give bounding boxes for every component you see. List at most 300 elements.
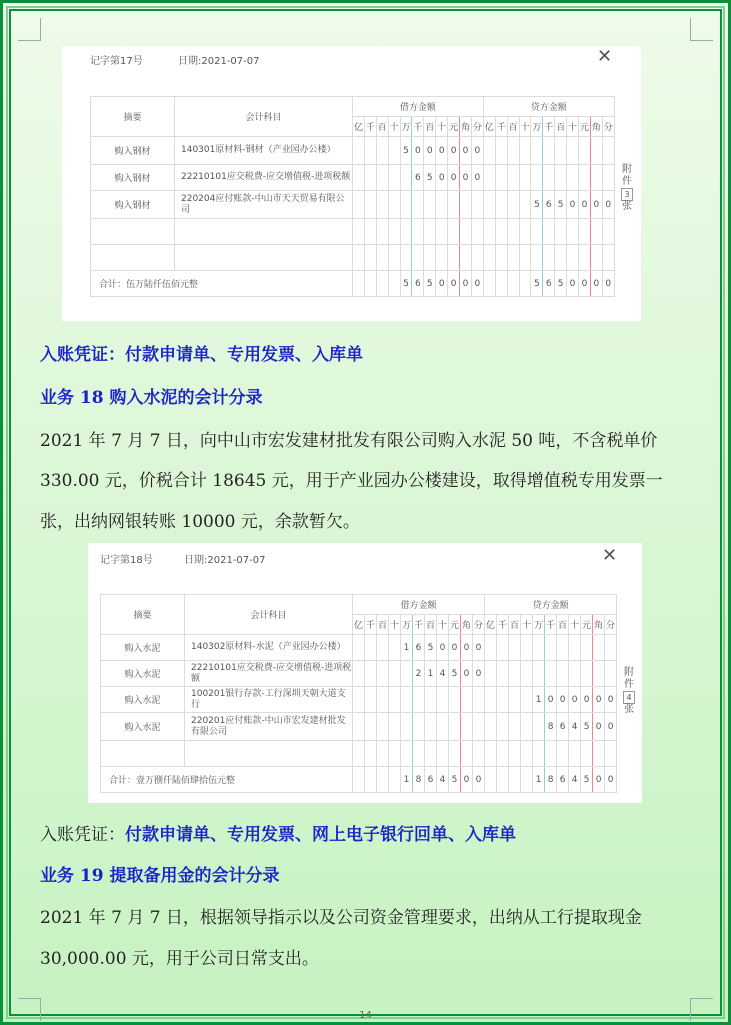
total-debit-digit [364,271,376,297]
table-row[interactable] [91,137,615,165]
debit-digit: 0 [448,137,460,165]
debit-digit [413,713,425,741]
digit-unit-header: 千 [412,117,424,137]
digit-unit-header: 百 [424,117,436,137]
digit-unit-header: 分 [605,615,617,635]
debit-digit [460,245,472,271]
credit-digit [593,741,605,767]
table-row[interactable] [91,245,615,271]
total-credit-digit [495,271,507,297]
credit-digit [602,165,614,191]
digit-unit-header: 万 [531,117,543,137]
debit-digit [388,191,400,219]
debit-digit [448,191,460,219]
digit-unit-header: 千 [365,615,377,635]
debit-digit [401,687,413,713]
credit-digit [605,741,617,767]
credit-digit [521,713,533,741]
credit-digit [485,713,497,741]
digit-unit-header: 千 [497,615,509,635]
digit-unit-header: 亿 [483,117,495,137]
debit-digit [425,741,437,767]
table-row[interactable] [91,191,615,219]
total-credit-digit: 8 [545,767,557,793]
credit-digit [569,635,581,661]
debit-digit [448,245,460,271]
row-account: 100201银行存款-工行深圳天朝大道支行 [185,687,353,713]
total-debit-digit: 6 [412,271,424,297]
voucher-date: 日期:2021-07-07 [184,555,266,566]
debit-digit [436,245,448,271]
debit-digit: 0 [436,137,448,165]
col-debit-header: 借方金额 [353,595,485,615]
total-debit-digit: 4 [437,767,449,793]
credit-digit [605,635,617,661]
debit-digit [449,687,461,713]
row-account: 220204应付账款-中山市天天贸易有限公司 [175,191,353,219]
credit-digit [533,741,545,767]
debit-digit [353,741,365,767]
debit-digit [448,219,460,245]
debit-digit: 0 [436,165,448,191]
debit-digit [424,245,436,271]
credit-digit [497,713,509,741]
debit-digit [437,687,449,713]
total-row [101,767,617,793]
credit-digit: 0 [593,687,605,713]
digit-unit-header: 千 [543,117,555,137]
debit-digit: 0 [471,137,483,165]
voucher-number: 记字第18号 [100,555,153,566]
credit-digit [519,165,531,191]
total-credit-digit: 6 [557,767,569,793]
debit-digit [353,191,365,219]
debit-digit [353,713,365,741]
debit-digit [365,635,377,661]
total-credit-digit: 4 [569,767,581,793]
credit-digit: 0 [545,687,557,713]
debit-digit [377,661,389,687]
debit-digit: 4 [437,661,449,687]
col-account-header: 会计科目 [185,595,353,635]
digit-unit-header: 元 [581,615,593,635]
debit-digit [412,191,424,219]
body-text: 张，出纳网银转账 10000 元，余款暂欠。 [40,512,360,532]
total-debit-digit: 5 [400,271,412,297]
digit-unit-header: 十 [519,117,531,137]
credit-digit [485,687,497,713]
attachment-count [622,667,636,716]
credit-digit [483,137,495,165]
row-account: 140302原材料-水泥（产业园办公楼） [185,635,353,661]
debit-digit [353,635,365,661]
total-debit-digit: 8 [413,767,425,793]
credit-digit: 6 [543,191,555,219]
total-credit-digit: 5 [531,271,543,297]
crop-mark [690,18,713,41]
debit-digit [449,713,461,741]
digit-unit-header: 千 [364,117,376,137]
body-text: 2021 年 7 月 7 日，根据领导指示以及公司资金管理要求，出纳从工行提取现金 [40,908,642,928]
credit-digit [557,661,569,687]
debit-digit [365,713,377,741]
credit-digit [519,245,531,271]
total-debit-digit: 0 [448,271,460,297]
credit-digit: 4 [569,713,581,741]
debit-digit [364,191,376,219]
credit-digit [485,741,497,767]
digit-unit-header: 百 [377,615,389,635]
credit-digit [543,245,555,271]
total-debit-digit: 5 [424,271,436,297]
credit-digit [495,191,507,219]
credit-digit [483,191,495,219]
attachment-note-label: 入账凭证： [40,825,125,845]
debit-digit [389,713,401,741]
digit-unit-header: 十 [567,117,579,137]
debit-digit: 0 [460,137,472,165]
debit-digit [412,219,424,245]
debit-digit [389,635,401,661]
credit-digit: 0 [557,687,569,713]
debit-digit [401,741,413,767]
digit-unit-header: 元 [448,117,460,137]
debit-digit [389,687,401,713]
digit-unit-header: 十 [436,117,448,137]
credit-digit: 0 [605,687,617,713]
row-summary: 购入水泥 [101,635,185,661]
total-credit-digit [497,767,509,793]
credit-digit [509,661,521,687]
credit-digit: 0 [602,191,614,219]
credit-digit [521,635,533,661]
debit-digit [365,741,377,767]
digit-unit-header: 亿 [353,117,365,137]
credit-digit [519,219,531,245]
total-debit-digit: 0 [436,271,448,297]
credit-digit: 0 [578,191,590,219]
total-debit-digit [376,271,388,297]
debit-digit [471,245,483,271]
col-debit-header: 借方金额 [353,97,484,117]
debit-digit: 0 [412,137,424,165]
debit-digit [376,191,388,219]
digit-unit-header: 角 [593,615,605,635]
total-credit-digit: 0 [593,767,605,793]
digit-unit-header: 十 [388,117,400,137]
row-account: 22210101应交税费-应交增值税-进项税额 [175,165,353,191]
credit-digit [578,137,590,165]
debit-digit: 0 [471,165,483,191]
debit-digit [424,219,436,245]
credit-digit [533,713,545,741]
credit-digit: 5 [555,191,567,219]
debit-digit [388,219,400,245]
table-row[interactable] [101,713,617,741]
total-credit-digit [509,767,521,793]
body-text: 30,000.00 元，用于公司日常支出。 [40,949,319,969]
debit-digit: 0 [461,661,473,687]
credit-digit [533,635,545,661]
credit-digit [521,687,533,713]
voucher-18 [88,543,642,803]
digit-unit-header: 分 [471,117,483,137]
debit-digit [353,219,365,245]
total-credit-digit: 0 [567,271,579,297]
voucher-17 [62,46,641,321]
total-credit-digit: 0 [578,271,590,297]
total-debit-digit [377,767,389,793]
close-icon[interactable]: ✕ [602,545,618,566]
debit-digit: 0 [424,137,436,165]
credit-digit [483,219,495,245]
attach-label: 附 [622,164,632,175]
row-summary: 购入钢材 [91,165,175,191]
digit-unit-header: 十 [389,615,401,635]
attach-number: 4 [623,691,635,704]
table-row[interactable] [101,635,617,661]
credit-digit [507,219,519,245]
debit-digit [400,165,412,191]
credit-digit [543,137,555,165]
credit-digit [581,661,593,687]
credit-digit [567,165,579,191]
debit-digit [460,191,472,219]
debit-digit: 5 [449,661,461,687]
credit-digit: 1 [533,687,545,713]
row-account [185,741,353,767]
digit-unit-header: 十 [521,615,533,635]
row-summary [101,741,185,767]
credit-digit: 5 [581,713,593,741]
credit-digit [578,165,590,191]
debit-digit: 1 [401,635,413,661]
credit-digit [543,219,555,245]
credit-digit [495,219,507,245]
credit-digit [519,191,531,219]
credit-digit: 8 [545,713,557,741]
debit-digit: 0 [448,165,460,191]
total-credit-digit: 5 [581,767,593,793]
credit-digit [555,165,567,191]
credit-digit [509,687,521,713]
credit-digit [557,635,569,661]
digit-unit-header: 百 [557,615,569,635]
credit-digit [590,165,602,191]
digit-unit-header: 分 [602,117,614,137]
credit-digit: 0 [593,713,605,741]
credit-digit: 0 [567,191,579,219]
debit-digit [364,219,376,245]
credit-digit [507,245,519,271]
digit-unit-header: 元 [449,615,461,635]
debit-digit [436,191,448,219]
debit-digit [365,661,377,687]
digit-unit-header: 角 [460,117,472,137]
credit-digit [578,245,590,271]
credit-digit [555,245,567,271]
row-summary: 购入水泥 [101,713,185,741]
table-row[interactable] [91,219,615,245]
row-account [175,245,353,271]
total-credit-digit [521,767,533,793]
debit-digit [460,219,472,245]
debit-digit: 0 [437,635,449,661]
credit-digit [531,137,543,165]
credit-digit [555,219,567,245]
credit-digit [497,687,509,713]
debit-digit [353,137,365,165]
total-credit-digit [507,271,519,297]
credit-digit [602,219,614,245]
total-credit-digit: 0 [590,271,602,297]
debit-digit: 1 [425,661,437,687]
debit-digit [400,245,412,271]
debit-digit [400,219,412,245]
digit-unit-header: 百 [555,117,567,137]
credit-digit [569,661,581,687]
debit-digit [364,245,376,271]
attach-label: 件 [624,679,634,690]
total-credit-digit: 0 [602,271,614,297]
table-row[interactable] [101,661,617,687]
debit-digit [401,661,413,687]
credit-digit [569,741,581,767]
debit-digit [401,713,413,741]
credit-digit [497,741,509,767]
credit-digit [495,245,507,271]
digit-unit-header: 百 [509,615,521,635]
credit-digit [507,191,519,219]
digit-unit-header: 万 [533,615,545,635]
row-summary [91,245,175,271]
row-summary: 购入水泥 [101,661,185,687]
total-debit-digit: 6 [425,767,437,793]
table-row[interactable] [101,741,617,767]
total-debit-digit: 0 [471,271,483,297]
col-credit-header: 贷方金额 [485,595,617,615]
credit-digit [497,635,509,661]
digit-unit-header: 千 [495,117,507,137]
debit-digit [424,191,436,219]
credit-digit [509,635,521,661]
credit-digit [578,219,590,245]
debit-digit: 6 [412,165,424,191]
close-icon[interactable]: ✕ [597,46,613,67]
attachment-count [620,164,634,213]
credit-digit: 5 [531,191,543,219]
debit-digit: 0 [460,165,472,191]
debit-digit [473,713,485,741]
debit-digit [353,661,365,687]
credit-digit [521,661,533,687]
digit-unit-header: 百 [425,615,437,635]
debit-digit: 0 [461,635,473,661]
credit-digit [602,137,614,165]
voucher-number: 记字第17号 [90,56,143,67]
debit-digit: 5 [400,137,412,165]
attachment-note-18 [40,820,516,845]
credit-digit [507,165,519,191]
attach-label: 附 [624,667,634,678]
credit-digit [581,741,593,767]
debit-digit [376,245,388,271]
credit-digit [555,137,567,165]
debit-digit [377,687,389,713]
row-summary: 购入水泥 [101,687,185,713]
digit-unit-header: 亿 [353,615,365,635]
total-debit-digit [353,767,365,793]
credit-digit: 0 [569,687,581,713]
credit-digit: 6 [557,713,569,741]
total-debit-digit: 1 [401,767,413,793]
credit-digit [602,245,614,271]
total-debit-digit [389,767,401,793]
debit-digit [449,741,461,767]
voucher-table [100,594,617,793]
credit-digit [519,137,531,165]
debit-digit [353,687,365,713]
table-row[interactable] [91,165,615,191]
digit-unit-header: 百 [507,117,519,137]
credit-digit [485,661,497,687]
debit-digit [471,219,483,245]
debit-digit [353,165,365,191]
attach-label: 张 [622,201,632,212]
credit-digit [533,661,545,687]
credit-digit [590,245,602,271]
total-debit-digit [353,271,365,297]
credit-digit [495,165,507,191]
debit-digit: 5 [424,165,436,191]
credit-digit [531,245,543,271]
table-row[interactable] [101,687,617,713]
heading-business-18: 业务 18 购入水泥的会计分录 [40,388,263,408]
debit-digit [412,245,424,271]
credit-digit [567,219,579,245]
debit-digit [461,687,473,713]
digit-unit-header: 分 [473,615,485,635]
debit-digit: 5 [425,635,437,661]
credit-digit: 0 [590,191,602,219]
credit-digit [495,137,507,165]
debit-digit [437,741,449,767]
debit-digit [437,713,449,741]
digit-unit-header: 十 [569,615,581,635]
total-debit-digit [388,271,400,297]
credit-digit [521,741,533,767]
credit-digit [509,741,521,767]
total-row [91,271,615,297]
credit-digit [567,137,579,165]
debit-digit [436,219,448,245]
digit-unit-header: 角 [461,615,473,635]
total-debit-digit [365,767,377,793]
credit-digit [507,137,519,165]
debit-digit [377,713,389,741]
debit-digit [461,741,473,767]
credit-digit [557,741,569,767]
credit-digit [543,165,555,191]
credit-digit: 0 [605,713,617,741]
credit-digit [497,661,509,687]
debit-digit: 0 [473,635,485,661]
digit-unit-header: 万 [401,615,413,635]
debit-digit: 0 [473,661,485,687]
debit-digit [400,191,412,219]
row-account: 140301原材料-钢材（产业园办公楼） [175,137,353,165]
debit-digit [425,687,437,713]
